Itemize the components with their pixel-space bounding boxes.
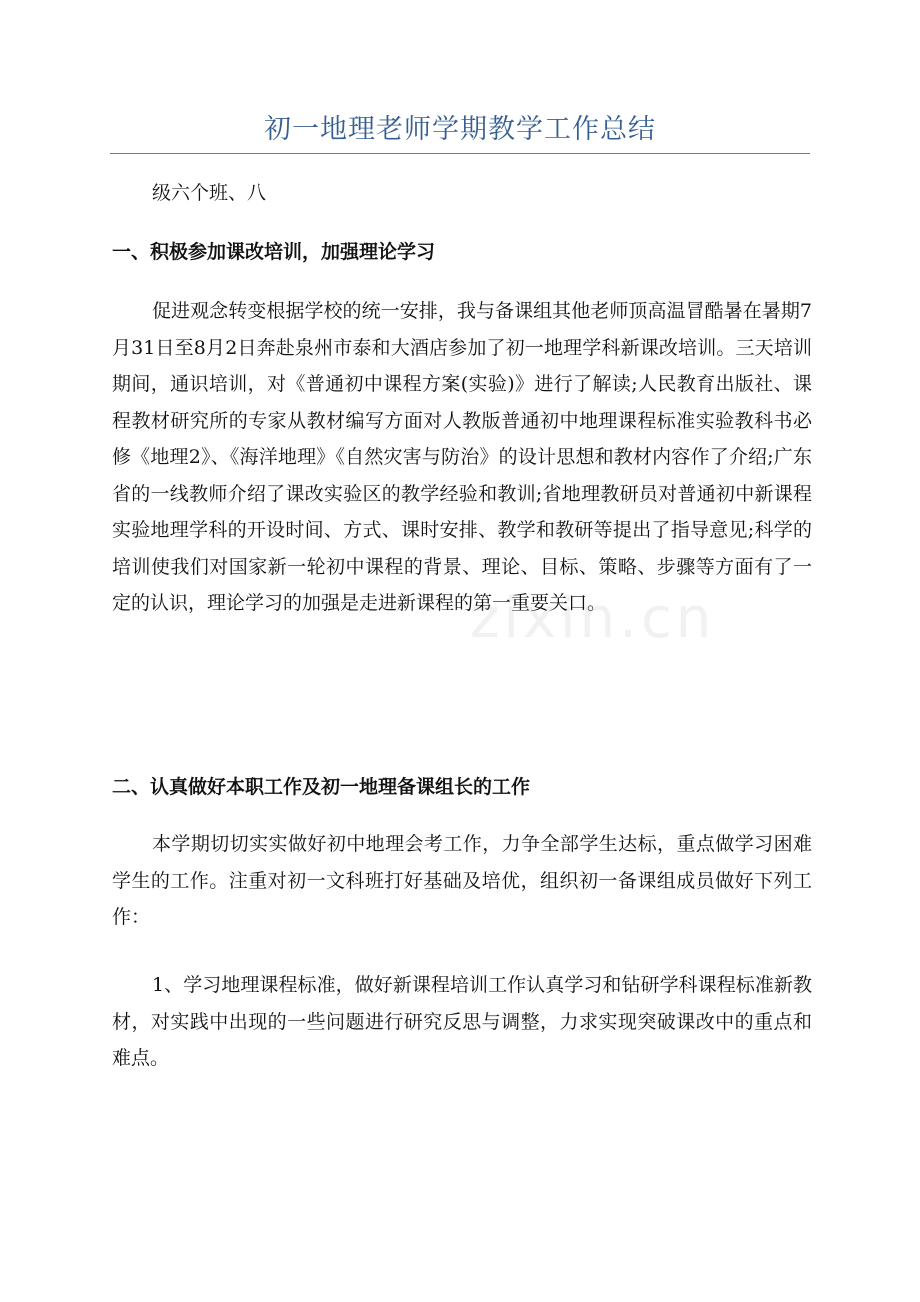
section-2-item-1: 1、学习地理课程标准，做好新课程培训工作认真学习和钻研学科课程标准新教材，对实践中出现的一些问题进行研究反思与调整，力求实现突破课改中的重点和难点。 [112, 974, 812, 1069]
title-underline [110, 153, 810, 154]
section-2-heading: 二、认真做好本职工作及初一地理备课组长的工作 [112, 776, 531, 798]
watermark: zixin.cn [470, 586, 716, 651]
section-2-body: 本学期切切实实做好初中地理会考工作，力争全部学生达标，重点做学习困难学生的工作。注重对初一文科班打好基础及培优，组织初一备课组成员做好下列工作： [112, 833, 812, 928]
section-1-body: 促进观念转变根据学校的统一安排，我与备课组其他老师顶高温冒酷暑在暑期7月31日至8月2日奔赴泉州市泰和大酒店参加了初一地理学科新课改培训。三天培训期间，通识培训，对《普通初中课程方案(实验)》进行了解读;人民教育出版社、课程教材研究所的专家从教材编写方面对人教版普通初中地理课程标准实验教科书必修《地理2》、《海洋地理》《自然灾害与防治》的设计思想和教材内容作了介绍;广东省的一线教师介绍了课改实验区的教学经验和教训;省地理教研员对普通初中新课程实验地理学科的开设时间、方式、课时安排、教学和教研等提出了指导意见;科学的培训使我们对国家新一轮初中课程的背景、理论、目标、策略、步骤等方面有了一定的认识，理论学习的加强是走进新课程的第一重要关口。 [112, 300, 812, 614]
page-title: 初一地理老师学期教学工作总结 [264, 114, 656, 145]
intro-paragraph: 级六个班、八 [152, 182, 267, 204]
section-1-heading: 一、积极参加课改培训，加强理论学习 [112, 241, 436, 263]
